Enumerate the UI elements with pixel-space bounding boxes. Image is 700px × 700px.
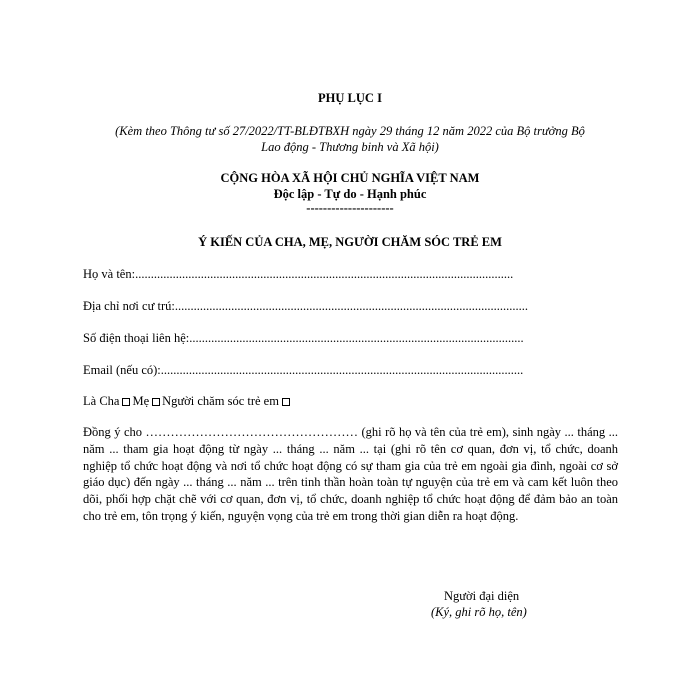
signature-note: (Ký, ghi rõ họ, tên)	[431, 605, 527, 619]
name-field: Họ và tên:.........................................................................................................................	[83, 267, 514, 281]
header-separator: ---------------------	[306, 201, 394, 215]
relation-prefix: Là	[83, 394, 97, 408]
country-name: CỘNG HÒA XÃ HỘI CHỦ NGHĨA VIỆT NAM	[220, 171, 480, 185]
relation-row	[83, 393, 292, 409]
mother-checkbox[interactable]	[152, 398, 160, 406]
father-checkbox[interactable]	[122, 398, 130, 406]
relation-father-label: Cha	[99, 394, 120, 408]
address-field: Địa chỉ nơi cư trú:.................................................................................................................	[83, 299, 528, 313]
email-field: Email (nếu có):....................................................................................................................	[83, 363, 524, 377]
signature-label: Người đại diện	[444, 589, 520, 603]
phone-field: Số điện thoại liên hệ:...........................................................................................................	[83, 331, 524, 345]
appendix-title: PHỤ LỤC I	[318, 91, 382, 105]
caregiver-checkbox[interactable]	[282, 398, 290, 406]
consent-paragraph: Đồng ý cho …………………………………………… (ghi rõ họ và tên của trẻ em), sinh ngày ... tháng ... năm ... tham gia hoạt động từ ngày ... tháng ... năm ... tại (ghi rõ tên cơ quan, đơn vị, tổ chức, doanh nghiệp tổ chức hoạt động và nơi tổ chức hoạt động có sự tham gia của trẻ em ngoài gia đình, ngoài cơ sở giáo dục) đến ngày ... tháng ... năm ... trên tinh thần hoàn toàn tự nguyện của trẻ em và cam kết luôn theo dõi, phối hợp chặt chẽ với cơ quan, đơn vị, tổ chức, doanh nghiệp tổ chức hoạt động để đảm bảo an toàn cho trẻ em, tôn trọng ý kiến, nguyện vọng của trẻ em trong thời gian diễn ra hoạt động.	[83, 425, 618, 523]
appendix-subtitle-line2: Lao động - Thương binh và Xã hội)	[261, 140, 439, 154]
form-title: Ý KIẾN CỦA CHA, MẸ, NGƯỜI CHĂM SÓC TRẺ EM	[198, 235, 502, 249]
appendix-subtitle-line1: (Kèm theo Thông tư số 27/2022/TT-BLĐTBXH ngày 29 tháng 12 năm 2022 của Bộ trưởng Bộ	[115, 124, 585, 138]
relation-caregiver-label: Người chăm sóc trẻ em	[162, 394, 279, 408]
national-motto: Độc lập - Tự do - Hạnh phúc	[273, 187, 427, 201]
relation-mother-label: Mẹ	[132, 394, 150, 408]
